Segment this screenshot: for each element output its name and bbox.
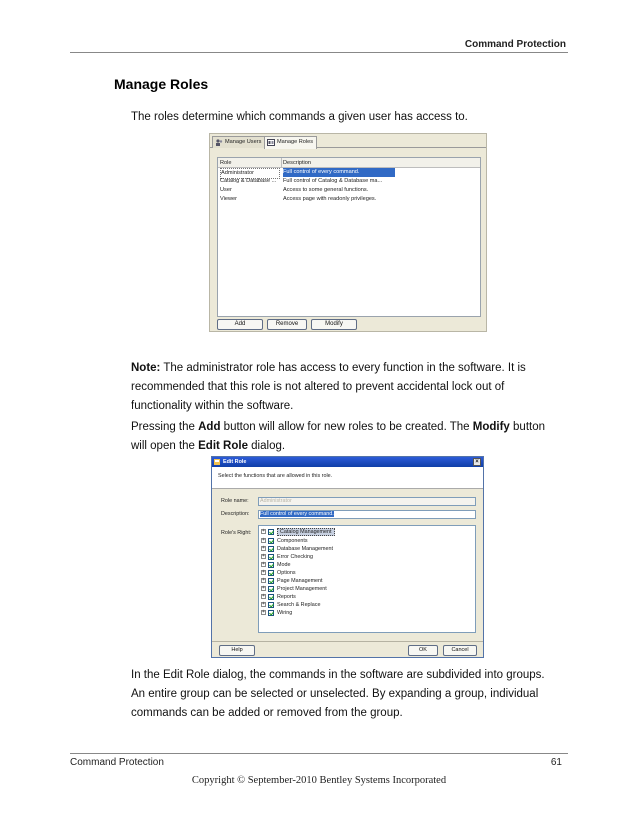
expand-icon[interactable]: + [262,601,265,607]
checkbox-checked-icon[interactable] [268,578,274,584]
tree-item-label: Catalog Management [277,528,335,536]
expand-icon[interactable]: + [262,553,265,559]
tree-item-label: Mode [277,562,291,568]
copyright-notice: Copyright © September-2010 Bentley Systems Incorporated [191,775,447,786]
text-run: dialog. [247,440,286,452]
page-number: 61 [550,757,562,768]
role-cell: User [220,187,232,193]
text-run: button will allow for new roles to be created. The [220,421,473,433]
table-row[interactable] [218,186,480,195]
checkbox-checked-icon[interactable] [268,570,274,576]
tab-label: Manage Users [225,139,262,145]
ok-button[interactable]: OK [408,645,438,656]
expand-icon[interactable]: + [262,585,265,591]
tree-item-label: Project Management [277,586,327,592]
checkbox-checked-icon[interactable] [268,610,274,616]
role-name-field[interactable]: Administrator [258,497,476,506]
pressing-paragraph [131,418,561,456]
roles-icon [267,139,275,146]
outro-paragraph: In the Edit Role dialog, the commands in the software are subdivided into groups. An entire group can be selected or unselected. By expanding a group, individual commands can be added or removed from the group. [131,669,545,719]
add-button[interactable]: Add [217,319,263,330]
expand-icon[interactable]: + [262,593,265,599]
footer-title: Command Protection [70,757,164,768]
text-run: Pressing the [131,421,199,433]
remove-button[interactable]: Remove [267,319,307,330]
checkbox-checked-icon[interactable] [268,586,274,592]
intro-paragraph: The roles determine which commands a given user has access to. [131,111,468,123]
table-row[interactable] [218,168,480,177]
checkbox-checked-icon[interactable] [268,529,274,535]
rights-tree [258,525,476,633]
expand-icon[interactable]: + [262,545,265,551]
column-header-role[interactable]: Role [220,160,232,166]
tree-item-label: Page Management [277,578,323,584]
edit-role-term: Edit Role [198,440,248,452]
checkbox-checked-icon[interactable] [268,546,274,552]
description-cell: Full control of Catalog & Database ma... [283,178,383,184]
role-name-label: Role name: [221,498,249,504]
description-value: Full control of every command. [260,511,334,517]
edit-role-dialog-screenshot [211,456,484,658]
help-button[interactable]: Help [219,645,255,656]
table-row[interactable] [218,195,480,204]
role-cell: Administrator [220,168,280,179]
dialog-subtitle: Select the functions that are allowed in this role. [218,473,333,479]
text-run: button will open the [131,421,545,452]
checkbox-checked-icon[interactable] [268,538,274,544]
tab-manage-roles[interactable] [264,136,317,149]
dialog-divider [212,641,483,642]
expand-icon[interactable]: + [262,609,265,615]
expand-icon[interactable]: + [262,569,265,575]
dialog-title: Edit Role [223,459,247,465]
checkbox-checked-icon[interactable] [268,602,274,608]
rights-label: Role's Right: [221,530,252,536]
description-cell: Full control of every command. [283,168,395,177]
tree-item-label: Wiring [277,610,293,616]
note-paragraph [131,359,561,416]
description-cell: Access page with readonly privileges. [283,196,377,202]
description-field[interactable] [258,510,476,519]
users-icon [215,139,223,146]
table-header [218,158,480,168]
expand-icon[interactable]: + [262,528,265,534]
tree-item-label: Reports [277,594,296,600]
tab-label: Manage Roles [277,139,314,145]
note-text: The administrator role has access to every function in the software. It is recommended that this role is not altered to prevent accidental lock out of functionality within the software. [131,362,526,412]
description-label: Description: [221,511,250,517]
role-cell: Viewer [220,196,237,202]
checkbox-checked-icon[interactable] [268,594,274,600]
note-label: Note: [131,362,161,374]
roles-table [217,157,481,317]
tree-item-label: Components [277,538,308,544]
window-icon [214,459,220,465]
section-title: Manage Roles [114,76,209,92]
column-header-description[interactable]: Description [283,160,311,166]
expand-icon[interactable]: + [262,577,265,583]
checkbox-checked-icon[interactable] [268,562,274,568]
tree-item-label: Error Checking [277,554,313,560]
tree-item-label: Options [277,570,296,576]
description-cell: Access to some general functions. [283,187,369,193]
table-row[interactable] [218,177,480,186]
cancel-button[interactable]: Cancel [443,645,477,656]
tab-bar [210,134,486,148]
tab-manage-users[interactable] [212,136,265,148]
tree-item-label: Database Management [277,546,334,552]
dialog-banner [212,467,483,489]
close-icon[interactable]: × [473,458,481,466]
add-term: Add [198,421,221,433]
manage-roles-screenshot [209,133,487,332]
header-rule [70,52,568,53]
running-header: Command Protection [464,39,566,50]
tree-item-label: Search & Replace [277,602,321,608]
modify-button[interactable]: Modify [311,319,357,330]
footer-rule [70,753,568,754]
dialog-titlebar [212,457,483,467]
expand-icon[interactable]: + [262,561,265,567]
expand-icon[interactable]: + [262,537,265,543]
checkbox-checked-icon[interactable] [268,554,274,560]
modify-term: Modify [472,421,510,433]
role-cell: Catalog & Database ... [220,178,277,184]
